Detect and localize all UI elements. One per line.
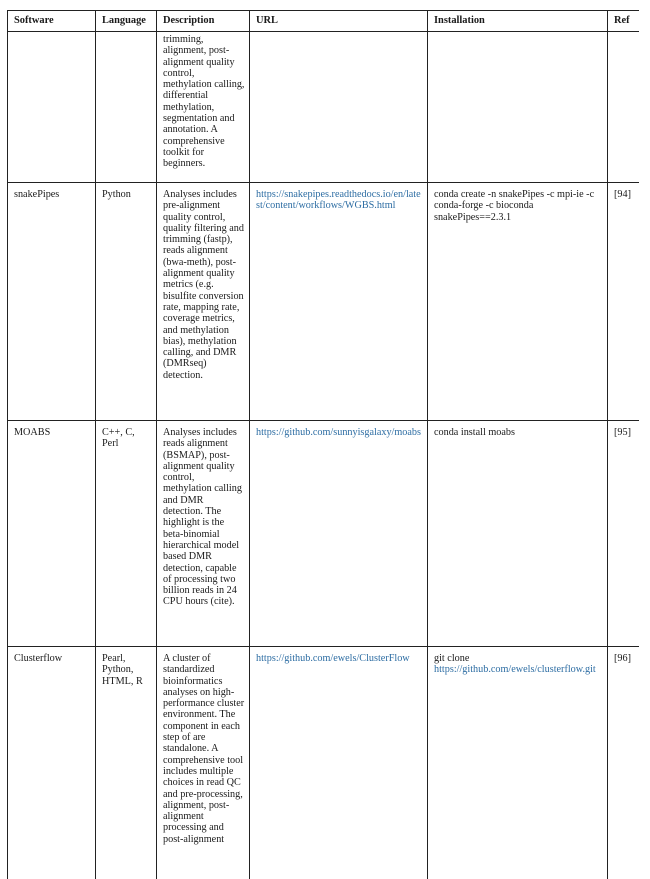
header-installation: Installation (428, 11, 608, 32)
cell-ref: [96] (608, 647, 640, 879)
cell-language: Python (96, 183, 157, 421)
table-row (8, 183, 640, 421)
cell-software: Clusterflow (8, 647, 96, 879)
document-page (7, 10, 639, 879)
cell-description: trimming, alignment, post-alignment quality control, methylation calling, differential methylation, segmentation and annotation. A comprehensive toolkit for beginners. (157, 32, 250, 183)
cell-description: Analyses includes pre-alignment quality control, quality filtering and trimming (fastp), reads alignment (bwa-meth), post-alignment quality metrics (e.g. bisulfite conversion rate, mapping rate, coverage metrics, and methylation bias), methylation calling, and DMR (DMRseq) detection. (157, 183, 250, 421)
cell-software: snakePipes (8, 183, 96, 421)
header-url: URL (250, 11, 428, 32)
table-row (8, 647, 640, 879)
installation-text: conda install moabs (434, 427, 515, 438)
cell-language: C++, C, Perl (96, 421, 157, 647)
cell-installation (428, 647, 608, 879)
software-table (7, 10, 639, 879)
table-header-row (8, 11, 640, 32)
cell-language: Pearl, Python, HTML, R (96, 647, 157, 879)
header-ref: Ref (608, 11, 640, 32)
cell-url[interactable] (250, 32, 428, 183)
header-language: Language (96, 11, 157, 32)
cell-ref: [95] (608, 421, 640, 647)
cell-installation (428, 421, 608, 647)
table-row (8, 421, 640, 647)
header-software: Software (8, 11, 96, 32)
cell-url[interactable]: https://snakepipes.readthedocs.io/en/latest/content/workflows/WGBS.html (250, 183, 428, 421)
installation-text: git clone (434, 653, 470, 664)
table-row (8, 32, 640, 183)
header-description: Description (157, 11, 250, 32)
cell-ref (608, 32, 640, 183)
cell-description: Analyses includes reads alignment (BSMAP), post-alignment quality control, methylation calling and DMR detection. The highlight is the beta-binomial hierarchical model based DMR detection, capable of processing two billion reads in 24 CPU hours (cite). (157, 421, 250, 647)
cell-installation (428, 183, 608, 421)
installation-link[interactable]: https://github.com/ewels/clusterflow.git (434, 664, 596, 676)
cell-url[interactable]: https://github.com/sunnyisgalaxy/moabs (250, 421, 428, 647)
cell-url[interactable]: https://github.com/ewels/ClusterFlow (250, 647, 428, 879)
cell-software (8, 32, 96, 183)
cell-ref: [94] (608, 183, 640, 421)
cell-installation (428, 32, 608, 183)
installation-text: conda create -n snakePipes -c mpi-ie -c conda-forge -c bioconda snakePipes==2.3.1 (434, 189, 595, 223)
cell-language (96, 32, 157, 183)
cell-software: MOABS (8, 421, 96, 647)
cell-description: A cluster of standardized bioinformatics analyses on high-performance cluster environment. The component in each step of are standalone. A comprehensive tool includes multiple choices in read QC and pre-processing, alignment, post-alignment processing and post-alignment (157, 647, 250, 879)
